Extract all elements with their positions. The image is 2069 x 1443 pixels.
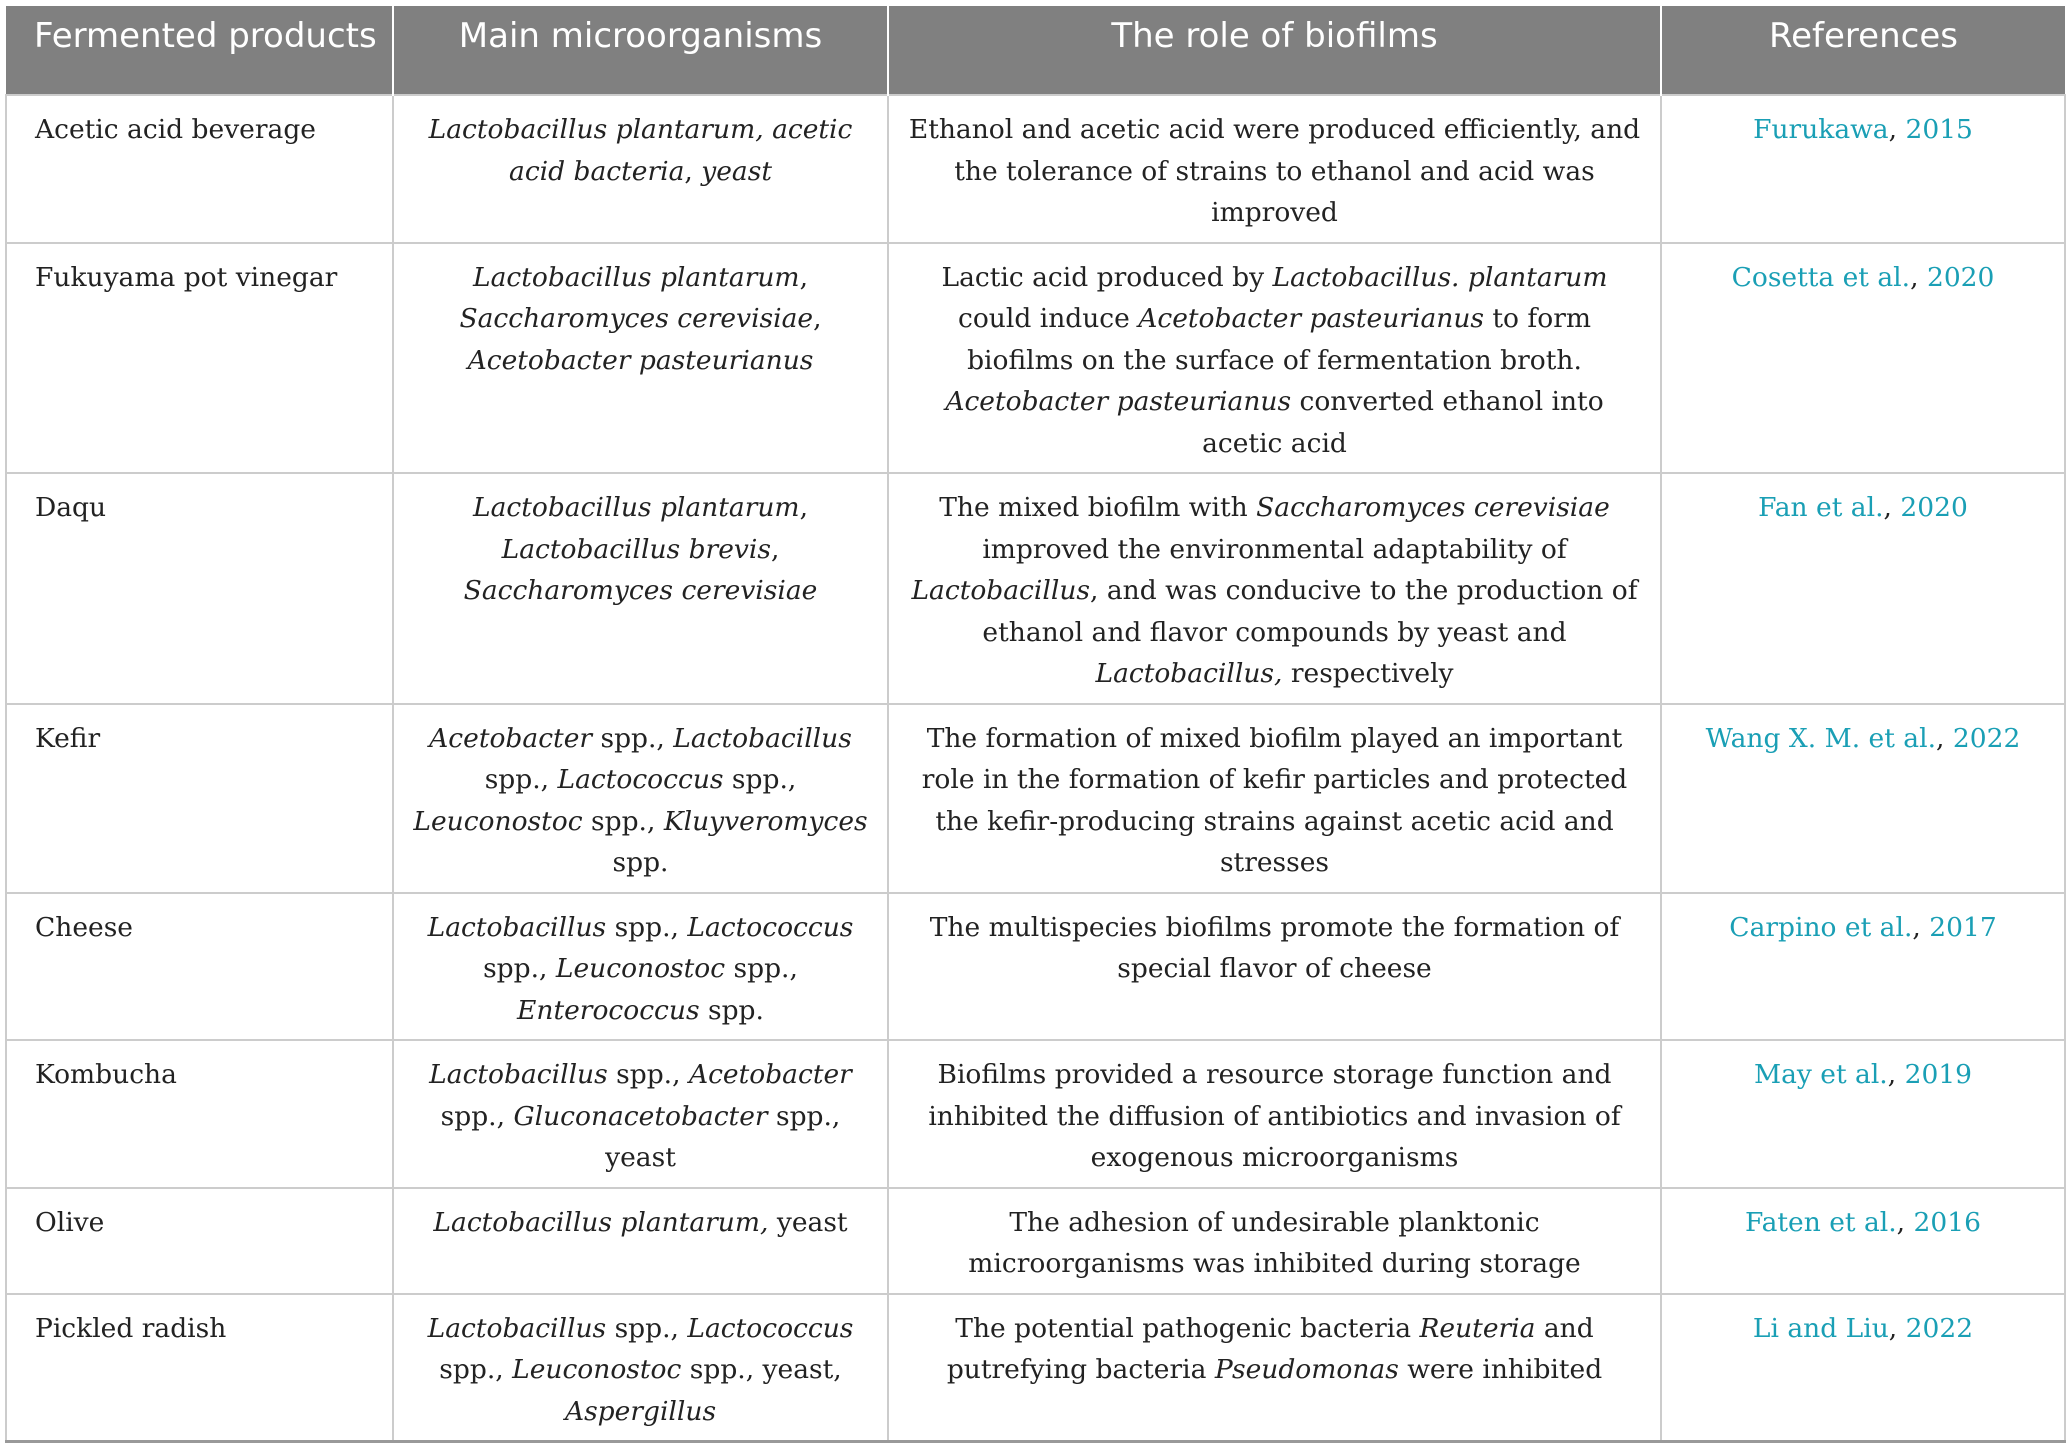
table-row [6,1040,2065,1188]
text-span: The mixed biofilm with [939,492,1257,523]
text-span: spp. [612,847,669,878]
reference-cell [1661,704,2065,893]
reference-separator: , [1896,1206,1914,1238]
reference-separator: , [1912,911,1930,943]
italic-text: Lactobacillus. plantarum [1272,261,1608,293]
product-cell: Acetic acid beverage [6,95,393,243]
role-cell [888,243,1661,474]
reference-separator: , [1883,492,1901,523]
text-span: spp., [607,1059,689,1090]
reference-separator: , [1887,1059,1905,1090]
biofilm-table [5,6,2066,1443]
microorganisms-cell [393,893,888,1041]
text-span: were inhibited [1398,1354,1603,1385]
reference-year-link[interactable]: 2016 [1913,1206,1981,1238]
italic-text: Saccharomyces cerevisiae [1256,492,1610,523]
table-row [6,95,2065,243]
reference-separator: , [1888,114,1906,145]
text-span: spp., [439,1354,513,1385]
italic-text: Lactobacillus plantarum, [433,1206,769,1238]
role-cell [888,95,1661,243]
italic-text: Lactobacillus [429,1059,608,1090]
italic-text: Acetobacter pasteurianus [1138,303,1484,334]
text-span: spp., [484,764,558,795]
text-span: spp., yeast [605,1100,841,1173]
reference-author-link[interactable]: Wang X. M. et al. [1705,722,1937,754]
text-span: spp., [723,764,797,795]
text-span: Biofilms provided a resource storage function and inhibited the diffusion of antibiotics and invasion of exogenous microorganisms [928,1059,1621,1173]
table-row [6,473,2065,704]
italic-text: Lactobacillus plantarum [472,492,800,523]
italic-text: Acetobacter pasteurianus [467,344,814,376]
reference-author-link[interactable]: May et al. [1753,1059,1888,1090]
text-span: spp. [699,994,764,1026]
text-span: could induce [958,303,1139,334]
table-body [6,95,2065,1442]
italic-text: Lactobacillus [673,722,852,754]
text-span: , [799,261,809,293]
table-row [6,243,2065,474]
microorganisms-cell [393,1040,888,1188]
text-span: spp., [440,1100,514,1132]
reference-author-link[interactable]: Furukawa [1753,114,1889,145]
italic-text: Acetobacter [688,1059,852,1090]
italic-text: Gluconacetobacter [513,1100,768,1132]
biofilm-table-container [5,6,2064,1443]
italic-text: Lactobacillus brevis [501,533,771,565]
header-microorganisms: Main microorganisms [393,6,888,95]
reference-author-link[interactable]: Carpino et al. [1729,911,1913,943]
text-span: spp., [606,911,688,943]
text-span: respectively [1282,658,1454,689]
role-cell [888,473,1661,704]
microorganisms-cell [393,95,888,243]
italic-text: Lactobacillus plantarum [472,261,800,293]
reference-cell [1661,1188,2065,1294]
product-cell: Olive [6,1188,393,1294]
role-cell [888,1188,1661,1294]
text-span: yeast [768,1206,848,1238]
table-row [6,704,2065,893]
reference-cell [1661,1294,2065,1442]
reference-year-link[interactable]: 2020 [1926,261,1995,293]
italic-text: yeast [701,155,772,187]
text-span: The formation of mixed biofilm played an important role in the formation of kefir particles and protected the kefir-producing strains against acetic acid and stresses [921,722,1628,878]
italic-text: Lactococcus [687,1312,854,1344]
header-role: The role of biofilms [888,6,1661,95]
product-cell: Pickled radish [6,1294,393,1442]
text-span: spp., yeast, [681,1354,842,1385]
reference-year-link[interactable]: 2019 [1904,1059,1973,1090]
text-span: spp., [725,953,798,984]
header-references: References [1661,6,2065,95]
text-span: Ethanol and acetic acid were produced efficiently, and the tolerance of strains to ethanol and acid was improved [908,114,1641,228]
reference-year-link[interactable]: 2020 [1900,492,1968,523]
italic-text: Lactobacillus [911,575,1090,606]
text-span: improved the environmental adaptability of [982,533,1567,565]
text-span: The multispecies biofilms promote the formation of special flavor of cheese [929,911,1620,984]
product-cell: Cheese [6,893,393,1041]
reference-cell [1661,1040,2065,1188]
italic-text: Leuconostoc [512,1354,682,1385]
italic-text: Acetobacter pasteurianus [945,386,1292,417]
microorganisms-cell [393,473,888,704]
italic-text: Acetobacter [429,722,593,754]
text-span: , [684,155,702,187]
italic-text: Enterococcus [517,994,700,1026]
italic-text: Lactobacillus [427,911,607,943]
italic-text: Lactobacillus, [1095,658,1283,689]
italic-text: Pseudomonas [1214,1354,1399,1385]
reference-year-link[interactable]: 2022 [1952,722,2021,754]
text-span: Lactic acid produced by [941,261,1273,293]
italic-text: Aspergillus [564,1395,717,1427]
product-cell: Daqu [6,473,393,704]
microorganisms-cell [393,704,888,893]
reference-author-link[interactable]: Cosetta et al. [1731,261,1911,293]
role-cell [888,893,1661,1041]
reference-author-link[interactable]: Li and Liu [1752,1312,1889,1344]
table-row [6,893,2065,1041]
header-products: Fermented products [6,6,393,95]
italic-text: Lactobacillus [427,1312,607,1344]
text-span: spp., [606,1312,688,1344]
product-cell: Kefir [6,704,393,893]
reference-year-link[interactable]: 2017 [1929,911,1997,943]
microorganisms-cell [393,243,888,474]
reference-year-link[interactable]: 2015 [1905,114,1973,145]
text-span: converted ethanol into acetic acid [1202,386,1604,459]
reference-separator: , [1936,722,1953,754]
italic-text: Reuteria [1419,1312,1536,1344]
table-header [6,6,2065,95]
product-cell: Kombucha [6,1040,393,1188]
italic-text: Leuconostoc [555,953,726,984]
text-span: The adhesion of undesirable planktonic microorganisms was inhibited during storage [968,1206,1581,1279]
header-row [6,6,2065,95]
text-span: to form biofilms on the surface of fermentation broth. [967,303,1591,376]
italic-text: Kluyveromyces [663,805,868,837]
text-span: , and was conducive to the production of ethanol and flavor compounds by yeast and [982,575,1638,648]
italic-text: Lactobacillus plantarum, acetic acid bacteria [428,114,853,187]
role-cell [888,1294,1661,1442]
text-span: spp., [592,722,674,754]
text-span: and putrefying bacteria [946,1312,1594,1385]
reference-author-link[interactable]: Fan et al. [1758,492,1884,523]
text-span: , [770,533,780,565]
text-span: , [799,492,809,523]
reference-separator: , [1910,261,1927,293]
microorganisms-cell [393,1294,888,1442]
italic-text: Saccharomyces cerevisiae [463,575,818,606]
reference-cell [1661,95,2065,243]
reference-year-link[interactable]: 2022 [1905,1312,1974,1344]
microorganisms-cell [393,1188,888,1294]
role-cell [888,704,1661,893]
reference-author-link[interactable]: Faten et al. [1745,1206,1897,1238]
italic-text: Lactococcus [557,764,724,795]
reference-separator: , [1888,1312,1906,1344]
italic-text: Leuconostoc [413,805,583,837]
role-cell [888,1040,1661,1188]
text-span: The potential pathogenic bacteria [955,1312,1420,1344]
italic-text: Saccharomyces cerevisiae [459,303,814,334]
text-span: spp., [582,805,664,837]
text-span: , [813,303,822,334]
reference-cell [1661,473,2065,704]
product-cell: Fukuyama pot vinegar [6,243,393,474]
table-row [6,1188,2065,1294]
reference-cell [1661,243,2065,474]
table-row [6,1294,2065,1442]
italic-text: Lactococcus [687,911,854,943]
reference-cell [1661,893,2065,1041]
text-span: spp., [483,953,556,984]
